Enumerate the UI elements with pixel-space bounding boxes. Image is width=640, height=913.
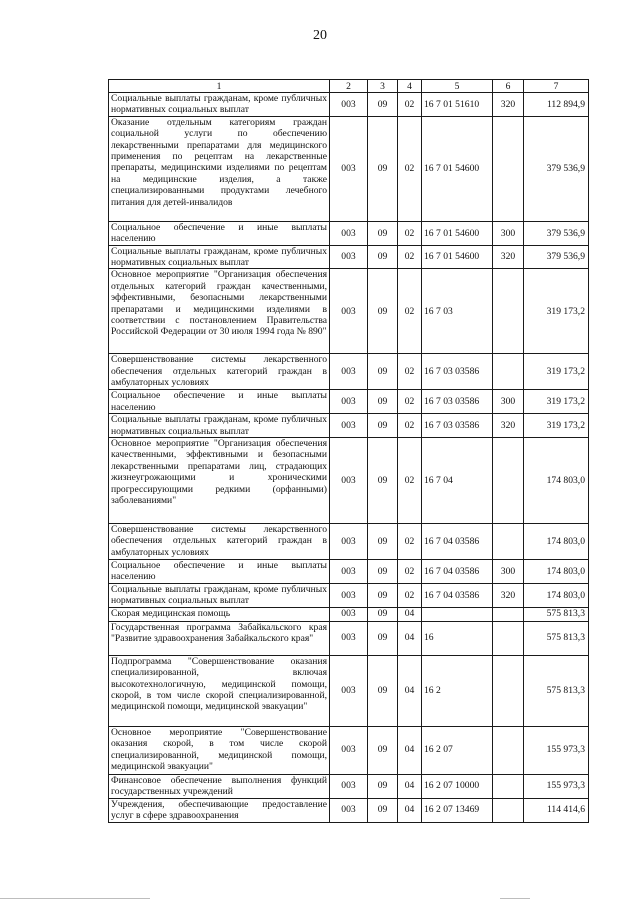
admin-code-cell: 003 (330, 560, 368, 584)
admin-code-cell: 003 (330, 621, 368, 655)
section-cell: 09 (368, 774, 398, 798)
section-cell: 09 (368, 414, 398, 438)
amount-cell: 112 894,9 (524, 93, 589, 117)
row-name-cell: Социальное обеспечение и иные выплаты населению (109, 390, 330, 414)
table-row (109, 390, 589, 414)
subsection-cell: 04 (398, 798, 422, 822)
subsection-cell: 02 (398, 524, 422, 560)
page-number: 20 (313, 28, 327, 43)
row-name-cell: Финансовое обеспечение выполнения функций государственных учреждений (109, 774, 330, 798)
amount-cell: 379 536,9 (524, 221, 589, 245)
section-cell: 09 (368, 269, 398, 354)
expense-type-cell: 320 (493, 245, 524, 269)
target-article-cell: 16 2 07 (422, 726, 493, 774)
target-article-cell: 16 7 01 54600 (422, 245, 493, 269)
subsection-cell: 04 (398, 655, 422, 726)
section-cell: 09 (368, 438, 398, 524)
section-cell: 09 (368, 621, 398, 655)
row-name-cell: Оказание отдельным категориям граждан социальной услуги по обеспечению лекарственными препаратами для медицинского применения по рецептам на лекарственные препараты, медицинскими изделиями по рецептам на медицинские изделия, а также специализированными продуктами лечебного питания для детей-инвалидов (109, 116, 330, 221)
subsection-cell: 04 (398, 621, 422, 655)
amount-cell: 575 813,3 (524, 607, 589, 621)
column-header: 6 (493, 80, 524, 93)
admin-code-cell: 003 (330, 390, 368, 414)
section-cell: 09 (368, 221, 398, 245)
admin-code-cell: 003 (330, 354, 368, 390)
column-header: 3 (368, 80, 398, 93)
row-name-cell: Основное мероприятие "Организация обеспечения отдельных категорий граждан качественными, эффективными, безопасными лекарственными препаратами и медицинскими изделиями в соответствии с постановлением Правительства Российской Федерации от 30 июля 1994 года № 890" (109, 269, 330, 354)
admin-code-cell: 003 (330, 221, 368, 245)
admin-code-cell: 003 (330, 726, 368, 774)
row-name-cell: Совершенствование системы лекарственного обеспечения отдельных категорий граждан в амбулаторных условиях (109, 354, 330, 390)
expense-type-cell (493, 798, 524, 822)
expense-type-cell: 300 (493, 390, 524, 414)
row-name-cell: Основное мероприятие "Совершенствование оказания скорой, в том числе скорой специализированной, медицинской помощи, медицинской эвакуации" (109, 726, 330, 774)
footer-rule-right (500, 898, 530, 899)
section-cell: 09 (368, 93, 398, 117)
target-article-cell (422, 607, 493, 621)
target-article-cell: 16 2 (422, 655, 493, 726)
section-cell: 09 (368, 655, 398, 726)
subsection-cell: 02 (398, 354, 422, 390)
target-article-cell: 16 7 04 03586 (422, 560, 493, 584)
section-cell: 09 (368, 560, 398, 584)
admin-code-cell: 003 (330, 798, 368, 822)
admin-code-cell: 003 (330, 607, 368, 621)
budget-table (108, 79, 589, 823)
target-article-cell: 16 2 07 10000 (422, 774, 493, 798)
amount-cell: 114 414,6 (524, 798, 589, 822)
column-header: 7 (524, 80, 589, 93)
column-header: 4 (398, 80, 422, 93)
admin-code-cell: 003 (330, 245, 368, 269)
footer-rule-left (0, 898, 150, 899)
table-row (109, 621, 589, 655)
section-cell: 09 (368, 245, 398, 269)
target-article-cell: 16 7 04 03586 (422, 583, 493, 607)
amount-cell: 379 536,9 (524, 245, 589, 269)
subsection-cell: 02 (398, 269, 422, 354)
row-name-cell: Социальное обеспечение и иные выплаты населению (109, 221, 330, 245)
admin-code-cell: 003 (330, 583, 368, 607)
expense-type-cell (493, 774, 524, 798)
section-cell: 09 (368, 798, 398, 822)
table-row (109, 524, 589, 560)
table-row (109, 269, 589, 354)
target-article-cell: 16 7 03 03586 (422, 354, 493, 390)
table-row (109, 726, 589, 774)
amount-cell: 575 813,3 (524, 621, 589, 655)
table-row (109, 438, 589, 524)
target-article-cell: 16 7 03 03586 (422, 414, 493, 438)
row-name-cell: Подпрограмма "Совершенствование оказания специализированной, включая высокотехнологичную, медицинской помощи, скорой, в том числе скорой специализированной, медицинской помощи, медицинской эвакуации" (109, 655, 330, 726)
expense-type-cell: 300 (493, 221, 524, 245)
section-cell: 09 (368, 607, 398, 621)
expense-type-cell (493, 354, 524, 390)
target-article-cell: 16 7 04 (422, 438, 493, 524)
row-name-cell: Государственная программа Забайкальского края "Развитие здравоохранения Забайкальского края" (109, 621, 330, 655)
subsection-cell: 02 (398, 583, 422, 607)
row-name-cell: Скорая медицинская помощь (109, 607, 330, 621)
subsection-cell: 02 (398, 390, 422, 414)
subsection-cell: 02 (398, 245, 422, 269)
amount-cell: 319 173,2 (524, 269, 589, 354)
admin-code-cell: 003 (330, 269, 368, 354)
table-row (109, 607, 589, 621)
target-article-cell: 16 7 03 03586 (422, 390, 493, 414)
table-row (109, 560, 589, 584)
section-cell: 09 (368, 354, 398, 390)
admin-code-cell: 003 (330, 438, 368, 524)
admin-code-cell: 003 (330, 414, 368, 438)
section-cell: 09 (368, 390, 398, 414)
amount-cell: 575 813,3 (524, 655, 589, 726)
column-header: 5 (422, 80, 493, 93)
target-article-cell: 16 7 03 (422, 269, 493, 354)
table-row (109, 798, 589, 822)
table-row (109, 116, 589, 221)
expense-type-cell: 320 (493, 414, 524, 438)
section-cell: 09 (368, 116, 398, 221)
table-row (109, 583, 589, 607)
section-cell: 09 (368, 524, 398, 560)
expense-type-cell: 300 (493, 560, 524, 584)
admin-code-cell: 003 (330, 93, 368, 117)
subsection-cell: 02 (398, 414, 422, 438)
row-name-cell: Социальные выплаты гражданам, кроме публичных нормативных социальных выплат (109, 414, 330, 438)
amount-cell: 174 803,0 (524, 583, 589, 607)
row-name-cell: Социальные выплаты гражданам, кроме публичных нормативных социальных выплат (109, 583, 330, 607)
row-name-cell: Совершенствование системы лекарственного обеспечения отдельных категорий граждан в амбулаторных условиях (109, 524, 330, 560)
admin-code-cell: 003 (330, 524, 368, 560)
target-article-cell: 16 7 01 54600 (422, 116, 493, 221)
expense-type-cell (493, 116, 524, 221)
subsection-cell: 02 (398, 560, 422, 584)
table-row (109, 354, 589, 390)
expense-type-cell (493, 726, 524, 774)
target-article-cell: 16 (422, 621, 493, 655)
amount-cell: 319 173,2 (524, 390, 589, 414)
admin-code-cell: 003 (330, 655, 368, 726)
target-article-cell: 16 7 01 54600 (422, 221, 493, 245)
amount-cell: 155 973,3 (524, 774, 589, 798)
column-header: 1 (109, 80, 330, 93)
subsection-cell: 04 (398, 726, 422, 774)
row-name-cell: Основное мероприятие "Организация обеспечения качественными, эффективными и безопасными лекарственными препаратами лиц, страдающих жизнеугрожающими и хроническими прогрессирующими редкими (орфанными) заболеваниями" (109, 438, 330, 524)
row-name-cell: Социальные выплаты гражданам, кроме публичных нормативных социальных выплат (109, 245, 330, 269)
row-name-cell: Социальное обеспечение и иные выплаты населению (109, 560, 330, 584)
section-cell: 09 (368, 726, 398, 774)
subsection-cell: 02 (398, 438, 422, 524)
subsection-cell: 02 (398, 116, 422, 221)
column-header: 2 (330, 80, 368, 93)
subsection-cell: 02 (398, 221, 422, 245)
subsection-cell: 04 (398, 607, 422, 621)
target-article-cell: 16 7 04 03586 (422, 524, 493, 560)
table-body (109, 80, 589, 823)
row-name-cell: Социальные выплаты гражданам, кроме публичных нормативных социальных выплат (109, 93, 330, 117)
amount-cell: 379 536,9 (524, 116, 589, 221)
table-row (109, 774, 589, 798)
subsection-cell: 04 (398, 774, 422, 798)
target-article-cell: 16 2 07 13469 (422, 798, 493, 822)
section-cell: 09 (368, 583, 398, 607)
table-row (109, 414, 589, 438)
expense-type-cell (493, 607, 524, 621)
expense-type-cell (493, 524, 524, 560)
row-name-cell: Учреждения, обеспечивающие предоставление услуг в сфере здравоохранения (109, 798, 330, 822)
table-header-row (109, 80, 589, 93)
admin-code-cell: 003 (330, 774, 368, 798)
table-row (109, 655, 589, 726)
expense-type-cell (493, 655, 524, 726)
admin-code-cell: 003 (330, 116, 368, 221)
expense-type-cell (493, 269, 524, 354)
amount-cell: 174 803,0 (524, 524, 589, 560)
subsection-cell: 02 (398, 93, 422, 117)
target-article-cell: 16 7 01 51610 (422, 93, 493, 117)
expense-type-cell (493, 621, 524, 655)
expense-type-cell: 320 (493, 93, 524, 117)
amount-cell: 174 803,0 (524, 560, 589, 584)
amount-cell: 319 173,2 (524, 414, 589, 438)
table-row (109, 221, 589, 245)
table-row (109, 93, 589, 117)
amount-cell: 319 173,2 (524, 354, 589, 390)
expense-type-cell (493, 438, 524, 524)
amount-cell: 155 973,3 (524, 726, 589, 774)
expense-type-cell: 320 (493, 583, 524, 607)
amount-cell: 174 803,0 (524, 438, 589, 524)
table-row (109, 245, 589, 269)
